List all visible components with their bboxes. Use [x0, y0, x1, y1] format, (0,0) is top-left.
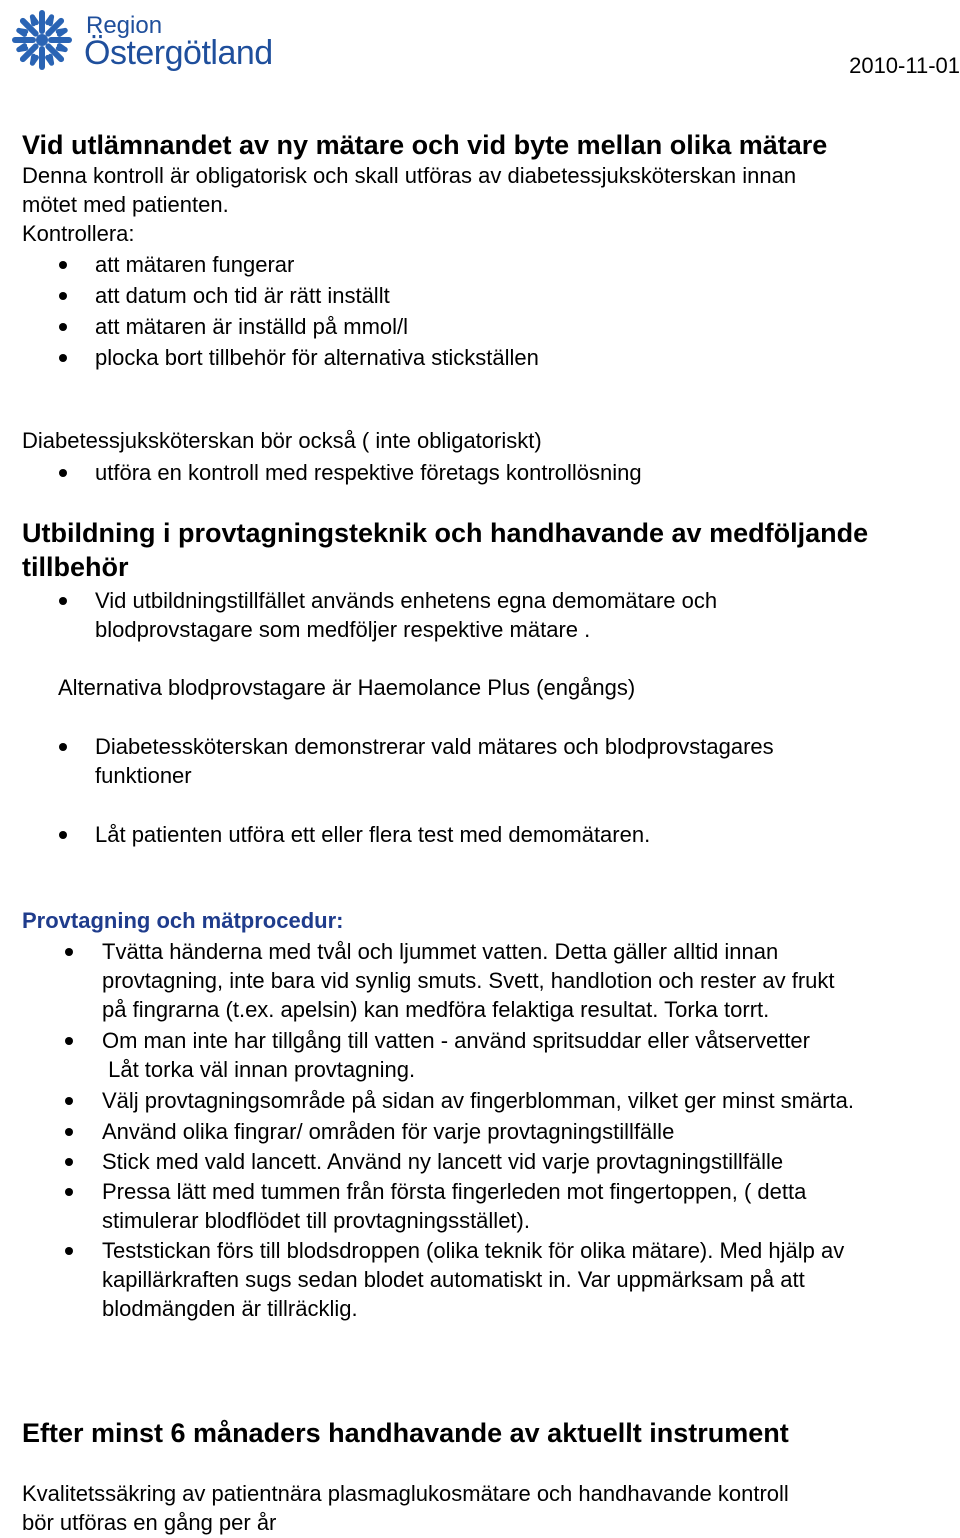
section2-title-line1: Utbildning i provtagningsteknik och handhavande av medföljande: [22, 518, 869, 548]
training-list-3: [95, 820, 650, 849]
section1-intro-line2: mötet med patienten.: [22, 192, 229, 217]
bullet-icon: [65, 1128, 73, 1136]
bullet-icon: [59, 292, 67, 300]
list-item: att mätaren är inställd på mmol/l: [95, 312, 539, 343]
list-item: Stick med vald lancett. Använd ny lancett vid varje provtagningstillfälle: [102, 1147, 854, 1177]
snowflake-logo-icon: [6, 4, 78, 76]
alternative-lancets-text: Alternativa blodprovstagare är Haemolance Plus (engångs): [58, 675, 636, 700]
bullet-icon: [65, 1158, 73, 1166]
list-item: Vid utbildningstillfället används enhetens egna demomätare och blodprovstagare som medföljer respektive mätare .: [95, 586, 717, 644]
logo-text-region: Region: [86, 12, 163, 39]
list-item: Tvätta händerna med tvål och ljummet vatten. Detta gäller alltid innan provtagning, inte bara vid synlig smuts. Svett, handlotion och rester av frukt på fingrarna (t.ex. apelsin) kan medföra felaktiga resultat. Torka torrt.: [102, 937, 854, 1026]
bullet-icon: [59, 469, 67, 477]
section1-intro-line1: Denna kontroll är obligatorisk och skall utföras av diabetessjuksköterskan innan: [22, 163, 797, 188]
list-item: Diabetessköterskan demonstrerar vald mätares och blodprovstagares funktioner: [95, 732, 774, 790]
section1-title: Vid utlämnandet av ny mätare och vid byte mellan olika mätare: [22, 130, 828, 160]
procedure-list: [102, 937, 854, 1325]
list-item: plocka bort tillbehör för alternativa stickställen: [95, 343, 539, 374]
section2-title-line2: tillbehör: [22, 552, 129, 582]
bullet-icon: [65, 1247, 73, 1255]
optional-text: Diabetessjuksköterskan bör också ( inte obligatoriskt): [22, 428, 542, 453]
training-list-2: [95, 732, 774, 790]
section4-text-line1: Kvalitetssäkring av patientnära plasmaglukosmätare och handhavande kontroll: [22, 1481, 789, 1506]
bullet-icon: [59, 831, 67, 839]
list-item: utföra en kontroll med respektive företags kontrollösning: [95, 458, 642, 487]
bullet-icon: [59, 743, 67, 751]
bullet-icon: [59, 354, 67, 362]
check-list: [95, 250, 539, 374]
list-item: Välj provtagningsområde på sidan av fingerblomman, vilket ger minst smärta.: [102, 1086, 854, 1117]
logo-text-ostergotland: Östergötland: [84, 34, 273, 72]
bullet-icon: [65, 1097, 73, 1105]
bullet-icon: [59, 323, 67, 331]
bullet-icon: [65, 948, 73, 956]
list-item: Om man inte har tillgång till vatten - använd spritsuddar eller våtservetter Låt torka väl innan provtagning.: [102, 1026, 854, 1086]
list-item: Låt patienten utföra ett eller flera test med demomätaren.: [95, 820, 650, 849]
document-date: 2010-11-01: [849, 53, 960, 78]
list-item: Använd olika fingrar/ områden för varje provtagningstillfälle: [102, 1117, 854, 1147]
bullet-icon: [59, 597, 67, 605]
list-item: Teststickan förs till blodsdroppen (olika teknik för olika mätare). Med hjälp av kapillärkraften sugs sedan blodet automatiskt in. Var uppmärksam på att blodmängden är tillräcklig.: [102, 1236, 854, 1325]
section4-text-line2: bör utföras en gång per år: [22, 1510, 277, 1535]
list-item: att datum och tid är rätt inställt: [95, 281, 539, 312]
list-item: att mätaren fungerar: [95, 250, 539, 281]
list-item: Pressa lätt med tummen från första fingerleden mot fingertoppen, ( detta stimulerar blodflödet till provtagningsstället).: [102, 1177, 854, 1236]
training-list-1: [95, 586, 717, 644]
region-logo: [6, 4, 286, 76]
check-label: Kontrollera:: [22, 221, 135, 246]
section4-title: Efter minst 6 månaders handhavande av aktuellt instrument: [22, 1418, 789, 1448]
bullet-icon: [59, 261, 67, 269]
bullet-icon: [65, 1037, 73, 1045]
optional-list: [95, 458, 642, 487]
section3-title: Provtagning och mätprocedur:: [22, 908, 344, 933]
bullet-icon: [65, 1188, 73, 1196]
